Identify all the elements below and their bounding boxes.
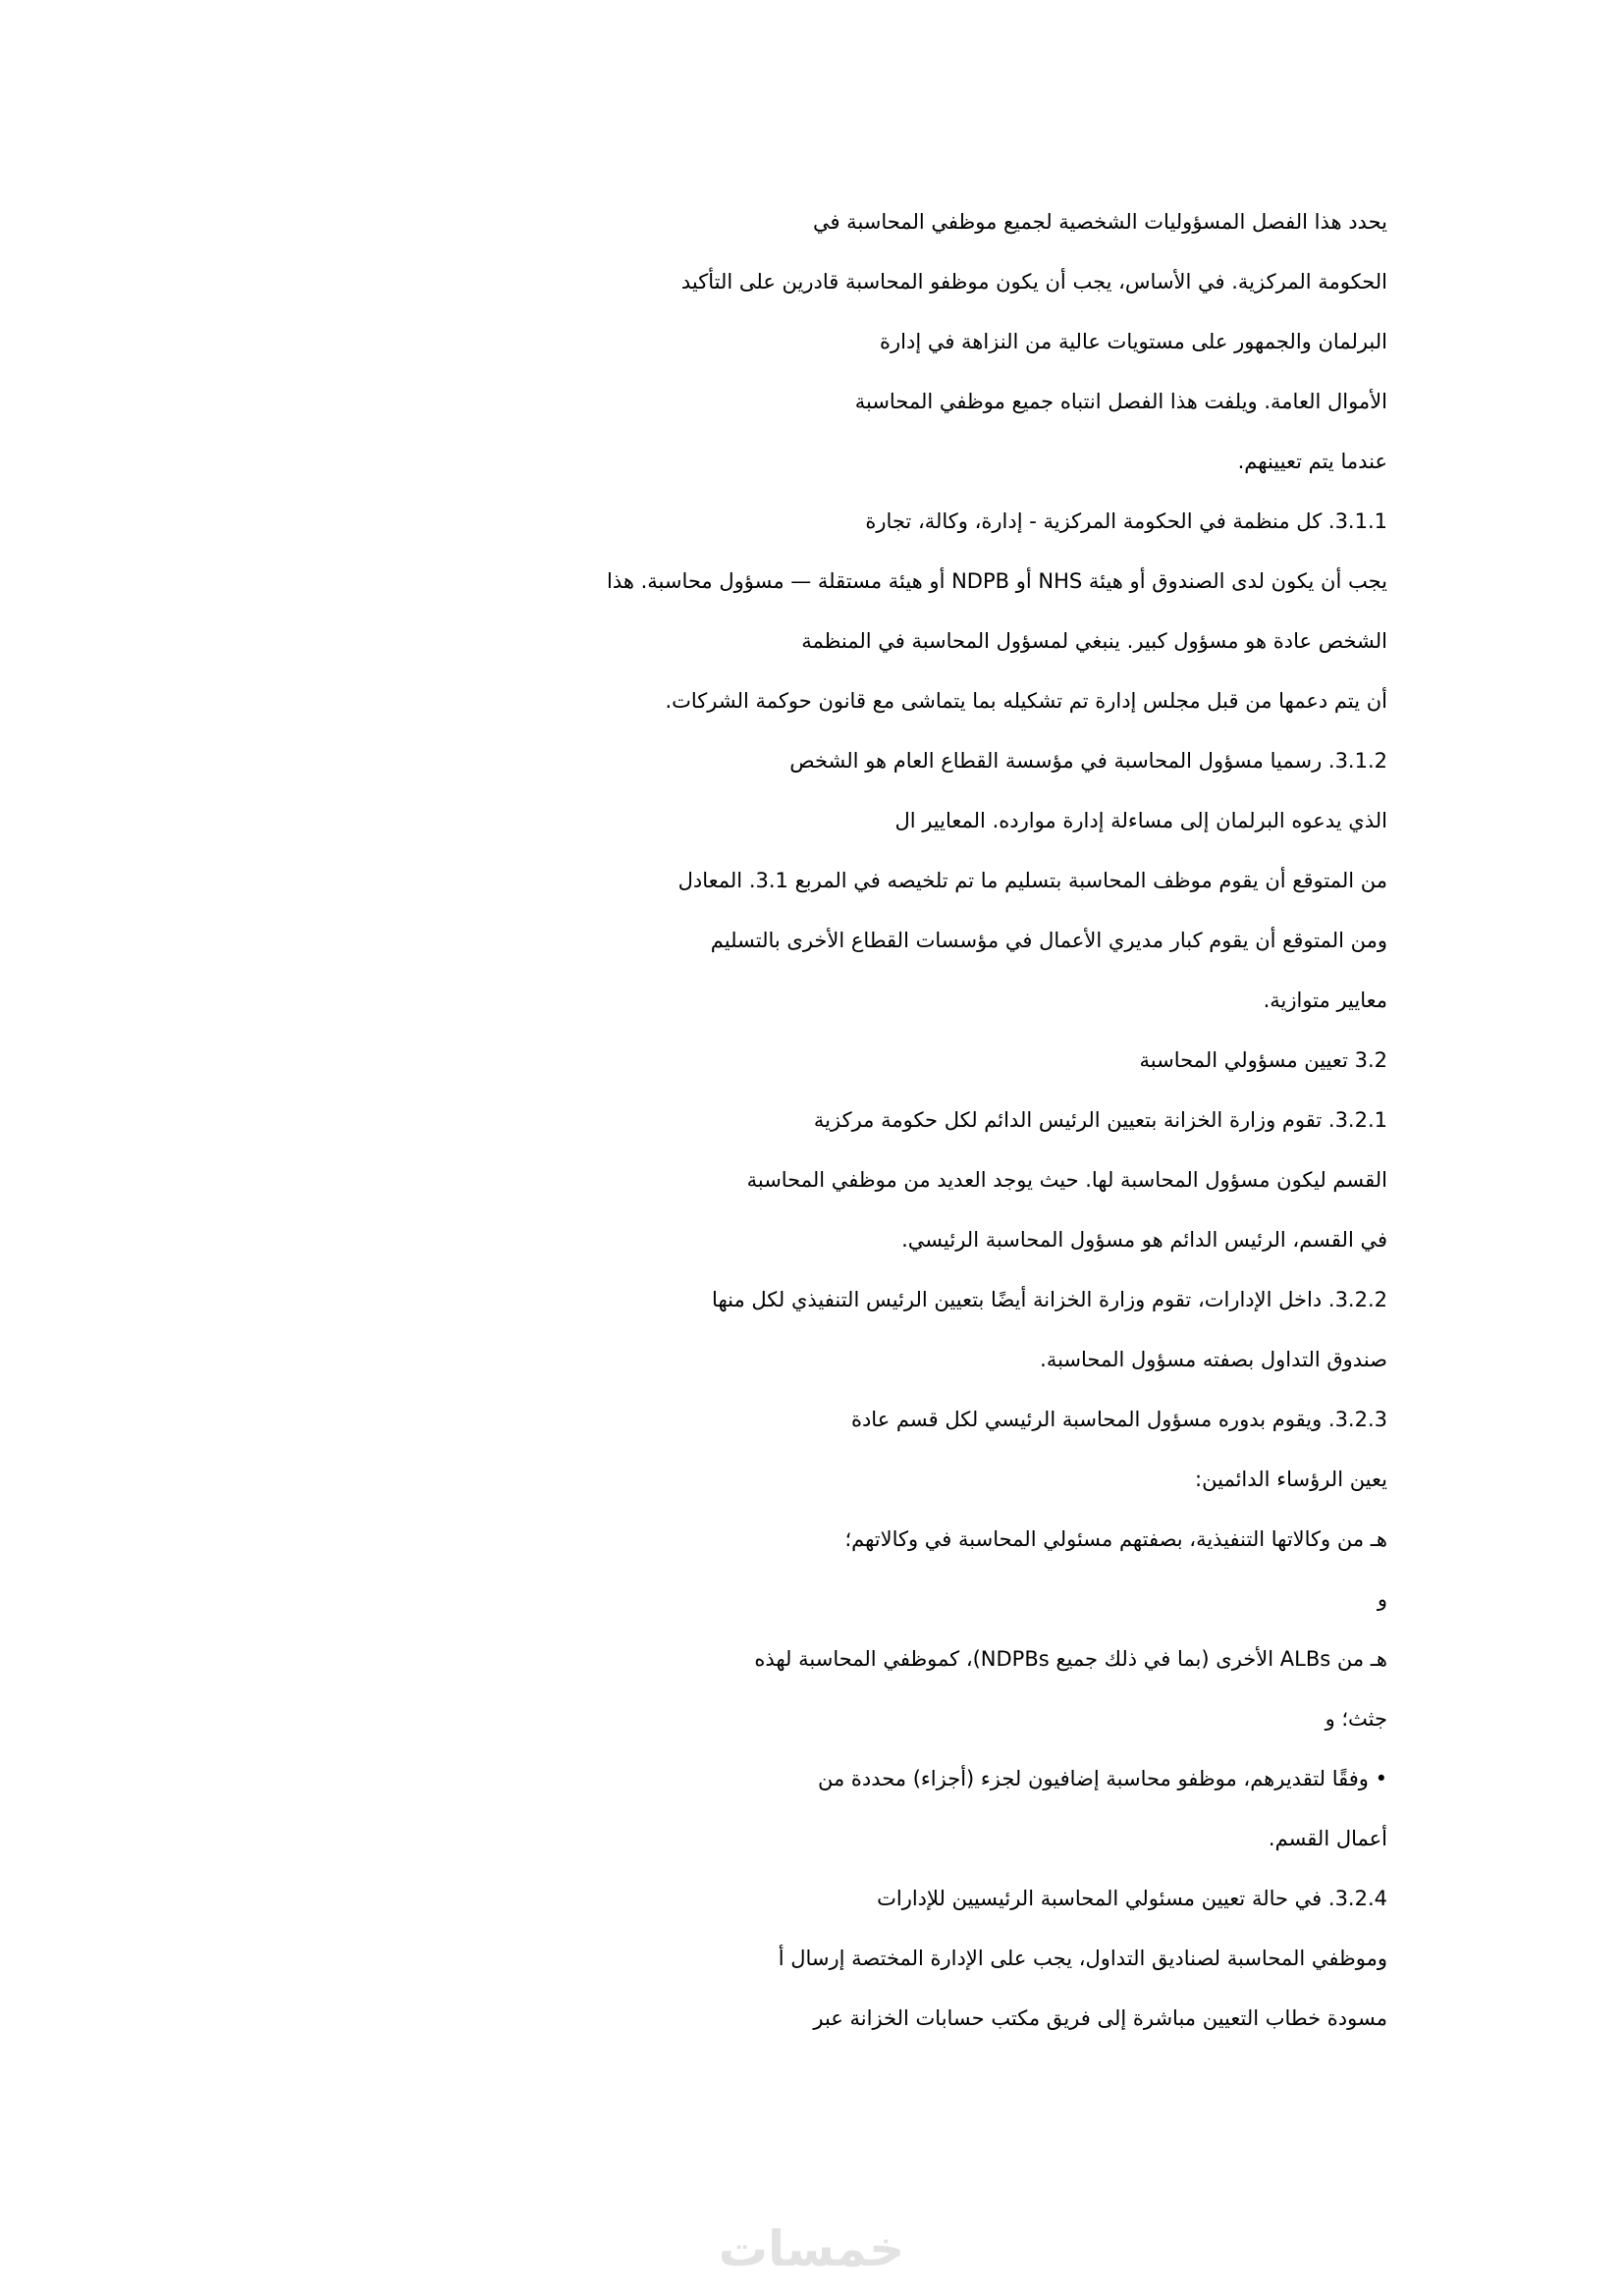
paragraph-line: القسم ليكون مسؤول المحاسبة لها. حيث يوجد العديد من موظفي المحاسبة — [746, 1168, 1387, 1192]
paragraph-line: الأموال العامة. ويلفت هذا الفصل انتباه جميع موظفي المحاسبة — [854, 390, 1387, 413]
watermark-logo: خمسات — [718, 2220, 905, 2277]
paragraph-line: أعمال القسم. — [1268, 1827, 1387, 1850]
paragraph-line: في القسم، الرئيس الدائم هو مسؤول المحاسبة الرئيسي. — [901, 1228, 1387, 1252]
paragraph-line: 3.2.4. في حالة تعيين مسئولي المحاسبة الرئيسيين للإدارات — [877, 1887, 1387, 1910]
paragraph-line: معايير متوازية. — [1263, 988, 1387, 1012]
paragraph-line: 3.1.1. كل منظمة في الحكومة المركزية - إدارة، وكالة، تجارة — [865, 509, 1387, 533]
paragraph-line: من المتوقع أن يقوم موظف المحاسبة بتسليم ما تم تلخيصه في المربع 3.1. المعادل — [677, 869, 1387, 892]
paragraph-line: مسودة خطاب التعيين مباشرة إلى فريق مكتب حسابات الخزانة عبر — [813, 2006, 1387, 2030]
list-item: هـ من وكالاتها التنفيذية، بصفتهم مسئولي المحاسبة في وكالاتهم؛ — [844, 1527, 1387, 1551]
paragraph-line: يعين الرؤساء الدائمين: — [1195, 1468, 1387, 1491]
list-item: • وفقًا لتقديرهم، موظفو محاسبة إضافيون لجزء (أجزاء) محددة من — [817, 1767, 1387, 1790]
paragraph-line: يحدد هذا الفصل المسؤوليات الشخصية لجميع موظفي المحاسبة في — [812, 210, 1387, 234]
paragraph-line: 3.2.2. داخل الإدارات، تقوم وزارة الخزانة أيضًا بتعيين الرئيس التنفيذي لكل منها — [712, 1288, 1387, 1311]
paragraph-line: جثث؛ و — [1325, 1707, 1387, 1731]
document-body — [229, 192, 1387, 2049]
paragraph-line: صندوق التداول بصفته مسؤول المحاسبة. — [1040, 1348, 1387, 1371]
paragraph-line: ومن المتوقع أن يقوم كبار مديري الأعمال في مؤسسات القطاع الأخرى بالتسليم — [710, 929, 1387, 952]
paragraph-line: و — [1377, 1587, 1387, 1611]
paragraph-line: الذي يدعوه البرلمان إلى مساءلة إدارة موارده. المعايير ال — [894, 809, 1387, 832]
paragraph-line: 3.1.2. رسميا مسؤول المحاسبة في مؤسسة القطاع العام هو الشخص — [789, 749, 1387, 773]
paragraph-line: الشخص عادة هو مسؤول كبير. ينبغي لمسؤول المحاسبة في المنظمة — [801, 629, 1387, 653]
paragraph-line: البرلمان والجمهور على مستويات عالية من النزاهة في إدارة — [879, 330, 1387, 353]
list-item: هـ من ALBs الأخرى (بما في ذلك جميع NDPBs)، كموظفي المحاسبة لهذه — [754, 1647, 1387, 1671]
paragraph-line: وموظفي المحاسبة لصناديق التداول، يجب على الإدارة المختصة إرسال أ — [778, 1947, 1387, 1970]
paragraph-line: 3.2.1. تقوم وزارة الخزانة بتعيين الرئيس الدائم لكل حكومة مركزية — [813, 1108, 1387, 1132]
paragraph-line: عندما يتم تعيينهم. — [1237, 450, 1387, 473]
paragraph-line: 3.2.3. ويقوم بدوره مسؤول المحاسبة الرئيسي لكل قسم عادة — [850, 1408, 1387, 1431]
paragraph-line: يجب أن يكون لدى الصندوق أو هيئة NHS أو NDPB أو هيئة مستقلة — مسؤول محاسبة. هذا — [606, 569, 1387, 593]
paragraph-line: أن يتم دعمها من قبل مجلس إدارة تم تشكيله بما يتماشى مع قانون حوكمة الشركات. — [665, 689, 1387, 713]
paragraph-line: الحكومة المركزية. في الأساس، يجب أن يكون موظفو المحاسبة قادرين على التأكيد — [680, 270, 1387, 294]
section-heading: 3.2 تعيين مسؤولي المحاسبة — [1139, 1048, 1387, 1072]
